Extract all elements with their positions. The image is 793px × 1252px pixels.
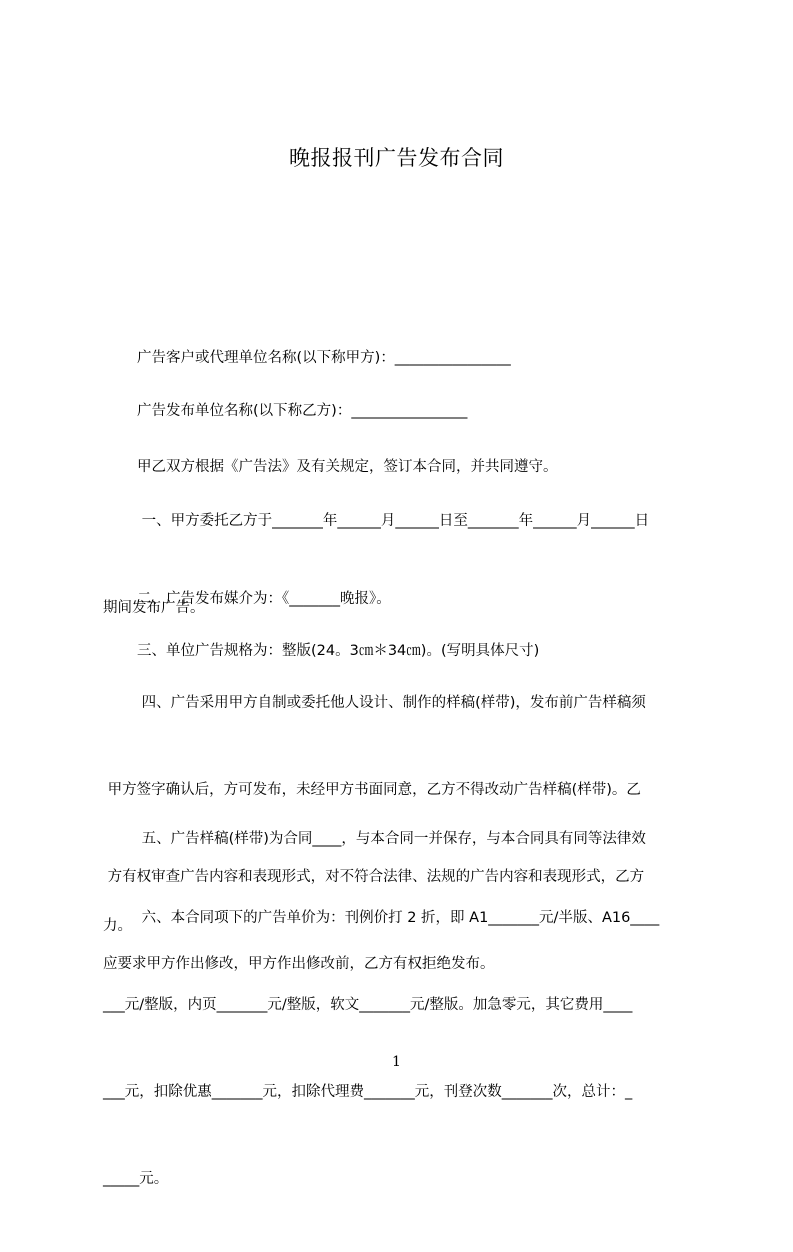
clause-5-line-2: 力。 [103,918,132,934]
clause-6-paragraph [103,846,703,1252]
clause-1-line-1: 一、甲方委托乙方于_______年______月______日至_______年______月______日 [137,513,650,529]
preamble-text: 甲乙双方根据《广告法》及有关规定，签订本合同，并共同遵守。 [137,459,558,475]
clause-6-line-4: _____元。 [103,1171,169,1187]
document-title: 晚报报刊广告发布合同 [289,146,504,170]
party-b-text: 广告发布单位名称(以下称乙方)：________________ [137,403,468,419]
party-a-text: 广告客户或代理单位名称(以下称甲方)：________________ [137,350,511,366]
clause-4-line-4: 应要求甲方作出修改，甲方作出修改前，乙方有权拒绝发布。 [103,956,495,972]
clause-4-line-1: 四、广告采用甲方自制或委托他人设计、制作的样稿(样带)，发布前广告样稿须 [137,695,646,711]
clause-6-line-3: ___元，扣除优惠_______元，扣除代理费_______元，刊登次数_______次，总计：_ [103,1084,633,1100]
page-number: 1 [392,1054,401,1070]
clause-4-line-3: 方有权审查广告内容和表现形式，对不符合法律、法规的广告内容和表现形式，乙方 [103,869,645,885]
clause-5-line-1: 五、广告样稿(样带)为合同____，与本合同一并保存，与本合同具有同等法律效 [137,831,646,847]
clause-6-line-1: 六、本合同项下的广告单价为：刊例价打 2 折，即 A1_______元/半版、A16____ [137,910,660,926]
clause-4-line-2: 甲方签字确认后，方可发布，未经甲方书面同意，乙方不得改动广告样稿(样带)。乙 [103,782,641,798]
clause-6-line-2: ___元/整版，内页_______元/整版，软文_______元/整版。加急零元，其它费用____ [103,997,633,1013]
clause-1-line-2: 期间发布广告。 [103,600,205,616]
clause-2-text: 二、广告发布媒介为：《_______晚报》。 [137,591,391,607]
clause-3-text: 三、单位广告规格为：整版(24。3㎝＊34㎝)。(写明具体尺寸) [137,643,540,659]
